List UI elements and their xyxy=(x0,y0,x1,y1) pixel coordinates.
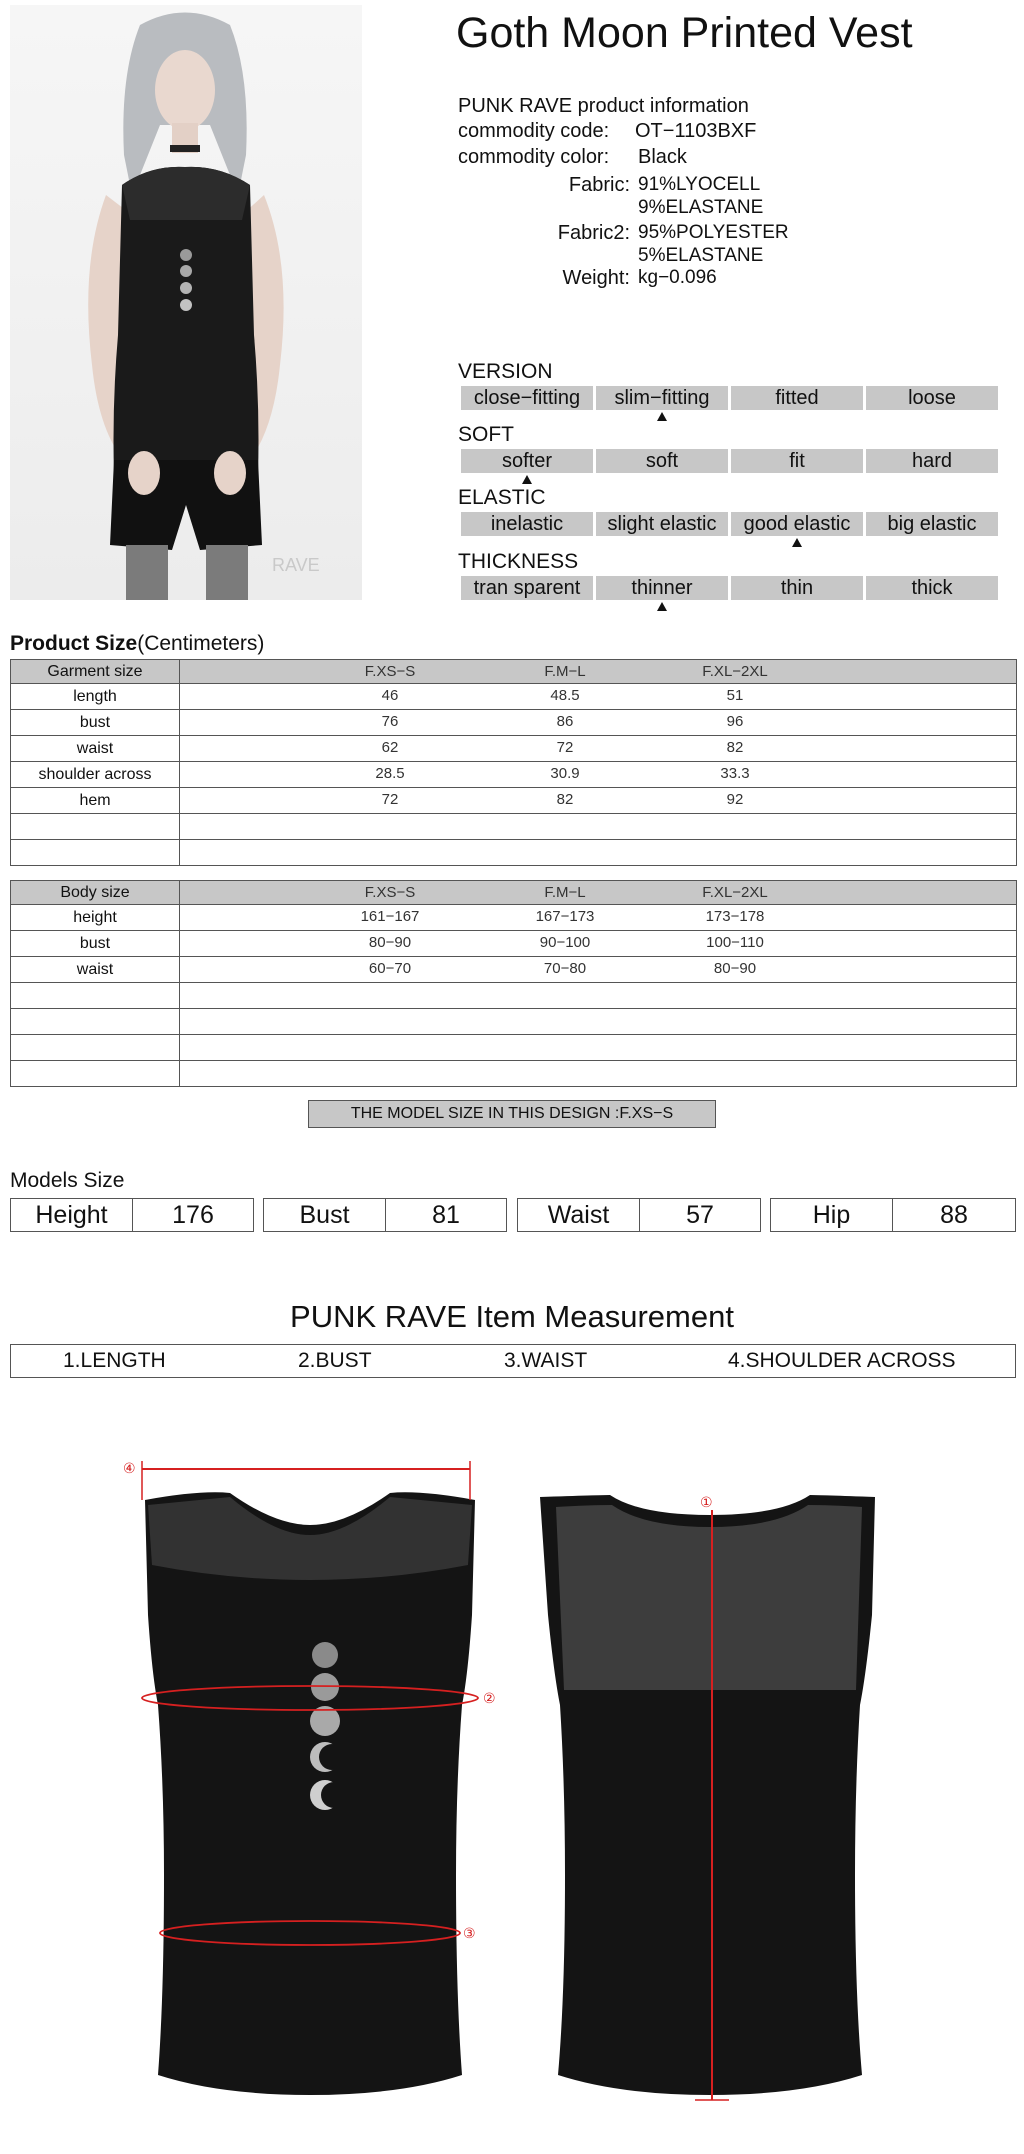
row-values xyxy=(180,814,1017,840)
row-label: length xyxy=(11,684,180,710)
fabric-label: Fabric: xyxy=(568,174,630,196)
model-photo xyxy=(10,5,362,600)
table-row xyxy=(11,684,1017,710)
weight-label: Weight: xyxy=(562,267,630,289)
row-label xyxy=(11,1009,180,1035)
size-value: 60−70 xyxy=(368,960,412,977)
garment-front-body xyxy=(145,1492,475,2095)
fabric2-line-1: 95%POLYESTER xyxy=(638,222,789,243)
attribute-option: thin xyxy=(731,576,863,600)
table-header-sizes xyxy=(180,660,1017,684)
row-label xyxy=(11,1061,180,1087)
row-values xyxy=(180,957,1017,983)
model-measure-label: Bust xyxy=(263,1198,386,1232)
table-header-row xyxy=(11,881,1017,905)
marker-2: ② xyxy=(483,1691,496,1707)
attribute-option: good elastic xyxy=(731,512,863,536)
size-value: 33.3 xyxy=(720,765,750,782)
attribute-option: slight elastic xyxy=(596,512,728,536)
row-values xyxy=(180,788,1017,814)
models-size-title: Models Size xyxy=(10,1169,125,1192)
row-values xyxy=(180,905,1017,931)
commodity-code-label: commodity code: xyxy=(458,120,610,142)
table-row xyxy=(11,957,1017,983)
commodity-code: OT−1103BXF xyxy=(635,120,757,142)
selected-marker-icon xyxy=(522,475,532,484)
table-row xyxy=(11,1061,1017,1087)
body-size-table xyxy=(10,880,1017,1087)
table-row xyxy=(11,736,1017,762)
selected-marker-icon xyxy=(657,412,667,421)
weight-value: kg−0.096 xyxy=(638,267,717,288)
attribute-heading-thickness: THICKNESS xyxy=(458,550,579,573)
row-values xyxy=(180,1009,1017,1035)
table-header-label: Body size xyxy=(11,881,180,905)
model-measure-value: 81 xyxy=(385,1198,507,1232)
measurement-legend xyxy=(10,1344,1016,1378)
size-value: 46 xyxy=(381,687,399,704)
fabric-line-1: 91%LYOCELL xyxy=(638,174,761,195)
attribute-option: big elastic xyxy=(866,512,998,536)
row-label: hem xyxy=(11,788,180,814)
commodity-color-label: commodity color: xyxy=(458,146,610,168)
row-label: waist xyxy=(11,957,180,983)
size-value: 167−173 xyxy=(535,908,595,925)
size-value: 51 xyxy=(726,687,744,704)
selected-marker-icon xyxy=(657,602,667,611)
size-value: 82 xyxy=(726,739,744,756)
size-column-header: F.XS−S xyxy=(364,663,416,680)
attribute-heading-soft: SOFT xyxy=(458,423,514,446)
model-measure-value: 57 xyxy=(639,1198,761,1232)
row-values xyxy=(180,840,1017,866)
attribute-heading-elastic: ELASTIC xyxy=(458,486,546,509)
model-measure-label: Waist xyxy=(517,1198,640,1232)
table-header-row xyxy=(11,660,1017,684)
row-label xyxy=(11,983,180,1009)
attribute-option: fit xyxy=(731,449,863,473)
marker-3: ③ xyxy=(463,1926,476,1942)
attribute-option: softer xyxy=(461,449,593,473)
table-row xyxy=(11,1035,1017,1061)
size-value: 92 xyxy=(726,791,744,808)
table-row xyxy=(11,788,1017,814)
measurement-title: PUNK RAVE Item Measurement xyxy=(290,1299,734,1334)
size-value: 76 xyxy=(381,713,399,730)
size-value: 28.5 xyxy=(375,765,405,782)
row-label: shoulder across xyxy=(11,762,180,788)
row-label: bust xyxy=(11,931,180,957)
moon-phase-icon xyxy=(319,1744,345,1770)
size-value: 173−178 xyxy=(705,908,765,925)
table-row xyxy=(11,905,1017,931)
attribute-option: fitted xyxy=(731,386,863,410)
row-values xyxy=(180,1035,1017,1061)
row-label: bust xyxy=(11,710,180,736)
size-value: 82 xyxy=(556,791,574,808)
size-value: 161−167 xyxy=(360,908,420,925)
size-value: 30.9 xyxy=(550,765,580,782)
model-measure-label: Height xyxy=(10,1198,133,1232)
size-value: 80−90 xyxy=(368,934,412,951)
commodity-color: Black xyxy=(638,146,687,168)
size-value: 96 xyxy=(726,713,744,730)
size-value: 90−100 xyxy=(539,934,591,951)
size-value: 100−110 xyxy=(706,934,764,951)
size-value: 62 xyxy=(381,739,399,756)
row-label xyxy=(11,814,180,840)
marker-4: ④ xyxy=(123,1461,136,1477)
row-label: waist xyxy=(11,736,180,762)
attribute-option: inelastic xyxy=(461,512,593,536)
table-row xyxy=(11,931,1017,957)
table-row xyxy=(11,710,1017,736)
fabric2-label: Fabric2: xyxy=(557,222,630,244)
brand-info: PUNK RAVE product information xyxy=(458,95,749,117)
attribute-option: thinner xyxy=(596,576,728,600)
fabric2-line-2: 5%ELASTANE xyxy=(638,245,764,266)
product-size-unit: (Centimeters) xyxy=(137,632,265,655)
moon-phase-icon xyxy=(312,1642,338,1668)
size-column-header: F.XL−2XL xyxy=(702,663,768,680)
table-row xyxy=(11,1009,1017,1035)
size-column-header: F.M−L xyxy=(544,884,586,901)
attribute-option: tran sparent xyxy=(461,576,593,600)
size-value: 72 xyxy=(381,791,399,808)
size-value: 70−80 xyxy=(543,960,587,977)
photo-watermark: RAVE xyxy=(272,555,320,575)
table-header-sizes xyxy=(180,881,1017,905)
model-illustration xyxy=(10,5,362,600)
product-size-label: Product Size xyxy=(10,632,138,655)
garment-front-diagram xyxy=(100,1455,520,2115)
row-label xyxy=(11,840,180,866)
marker-1: ① xyxy=(700,1495,713,1511)
size-column-header: F.XL−2XL xyxy=(702,884,768,901)
product-title: Goth Moon Printed Vest xyxy=(456,9,913,57)
model-measure-value: 88 xyxy=(892,1198,1016,1232)
fabric-line-2: 9%ELASTANE xyxy=(638,197,764,218)
size-value: 80−90 xyxy=(713,960,757,977)
attribute-option: close−fitting xyxy=(461,386,593,410)
row-label xyxy=(11,1035,180,1061)
row-values xyxy=(180,736,1017,762)
row-values xyxy=(180,710,1017,736)
size-value: 86 xyxy=(556,713,574,730)
table-row xyxy=(11,983,1017,1009)
garment-back-mesh xyxy=(556,1505,862,1690)
attribute-option: soft xyxy=(596,449,728,473)
row-values xyxy=(180,1061,1017,1087)
row-label: height xyxy=(11,905,180,931)
measurement-item-bust: 2.BUST xyxy=(298,1349,372,1372)
table-row xyxy=(11,814,1017,840)
attribute-option: hard xyxy=(866,449,998,473)
product-size-title xyxy=(10,631,264,657)
selected-marker-icon xyxy=(792,538,802,547)
attribute-option: loose xyxy=(866,386,998,410)
row-values xyxy=(180,931,1017,957)
row-values xyxy=(180,983,1017,1009)
model-design-size: THE MODEL SIZE IN THIS DESIGN :F.XS−S xyxy=(308,1100,716,1128)
moon-phase-icon xyxy=(321,1782,347,1808)
measurement-item-shoulder: 4.SHOULDER ACROSS xyxy=(728,1349,956,1372)
measurement-item-length: 1.LENGTH xyxy=(63,1349,166,1372)
table-header-label: Garment size xyxy=(11,660,180,684)
attribute-option: slim−fitting xyxy=(596,386,728,410)
row-values xyxy=(180,684,1017,710)
size-column-header: F.XS−S xyxy=(364,884,416,901)
table-row xyxy=(11,762,1017,788)
attribute-option: thick xyxy=(866,576,998,600)
garment-size-table xyxy=(10,659,1017,866)
size-value: 72 xyxy=(556,739,574,756)
table-row xyxy=(11,840,1017,866)
model-measure-label: Hip xyxy=(770,1198,893,1232)
measurement-item-waist: 3.WAIST xyxy=(504,1349,588,1372)
attribute-heading-version: VERSION xyxy=(458,360,553,383)
garment-back-diagram xyxy=(520,1455,900,2115)
model-measure-value: 176 xyxy=(132,1198,254,1232)
row-values xyxy=(180,762,1017,788)
size-column-header: F.M−L xyxy=(544,663,586,680)
garment-front-mesh xyxy=(148,1497,472,1580)
size-value: 48.5 xyxy=(550,687,580,704)
